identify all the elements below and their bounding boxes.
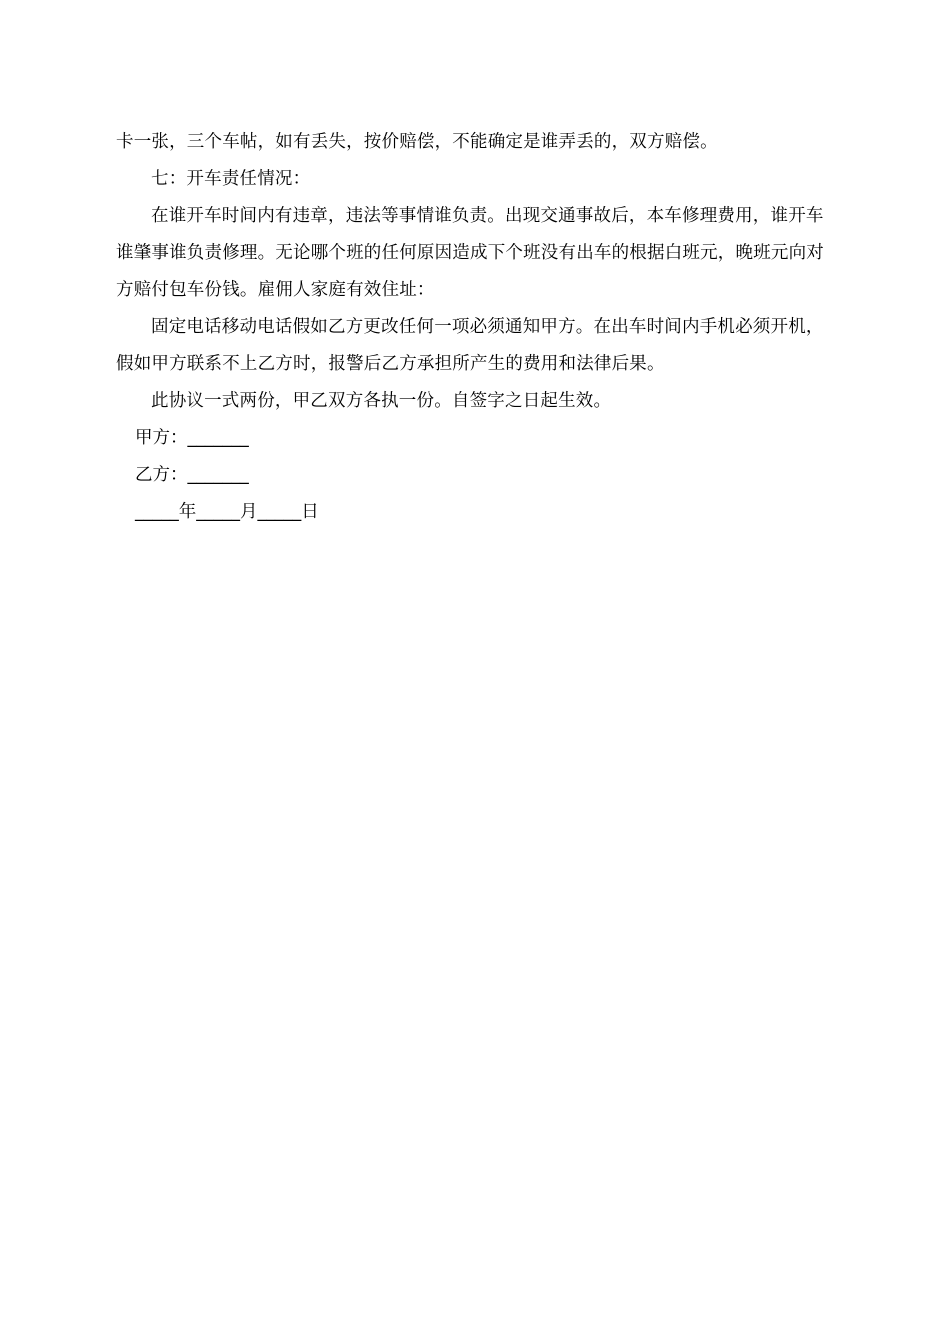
paragraph-contact-requirements: 固定电话移动电话假如乙方更改任何一项必须通知甲方。在出车时间内手机必须开机，假如甲方联系不上乙方时，报警后乙方承担所产生的费用和法律后果。: [116, 317, 824, 374]
paragraph-agreement-copies: 此协议一式两份，甲乙双方各执一份。自签字之日起生效。: [151, 391, 612, 411]
signature-party-b: 乙方：_______: [135, 465, 249, 485]
paragraph-lost-items: 卡一张，三个车帖，如有丢失，按价赔偿，不能确定是谁弄丢的，双方赔偿。: [116, 132, 718, 152]
signature-party-a: 甲方：_______: [135, 428, 249, 448]
paragraph-violations-accidents: 在谁开车时间内有违章，违法等事情谁负责。出现交通事故后，本车修理费用，谁开车谁肇事谁负责修理。无论哪个班的任何原因造成下个班没有出车的根据白班元，晚班元向对方赔付包车份钱。雇佣人家庭有效住址：: [116, 206, 824, 300]
section-heading-driving-responsibility: 七：开车责任情况：: [151, 169, 311, 189]
document-body: [116, 124, 836, 531]
signature-date: _____年_____月_____日: [135, 502, 319, 522]
